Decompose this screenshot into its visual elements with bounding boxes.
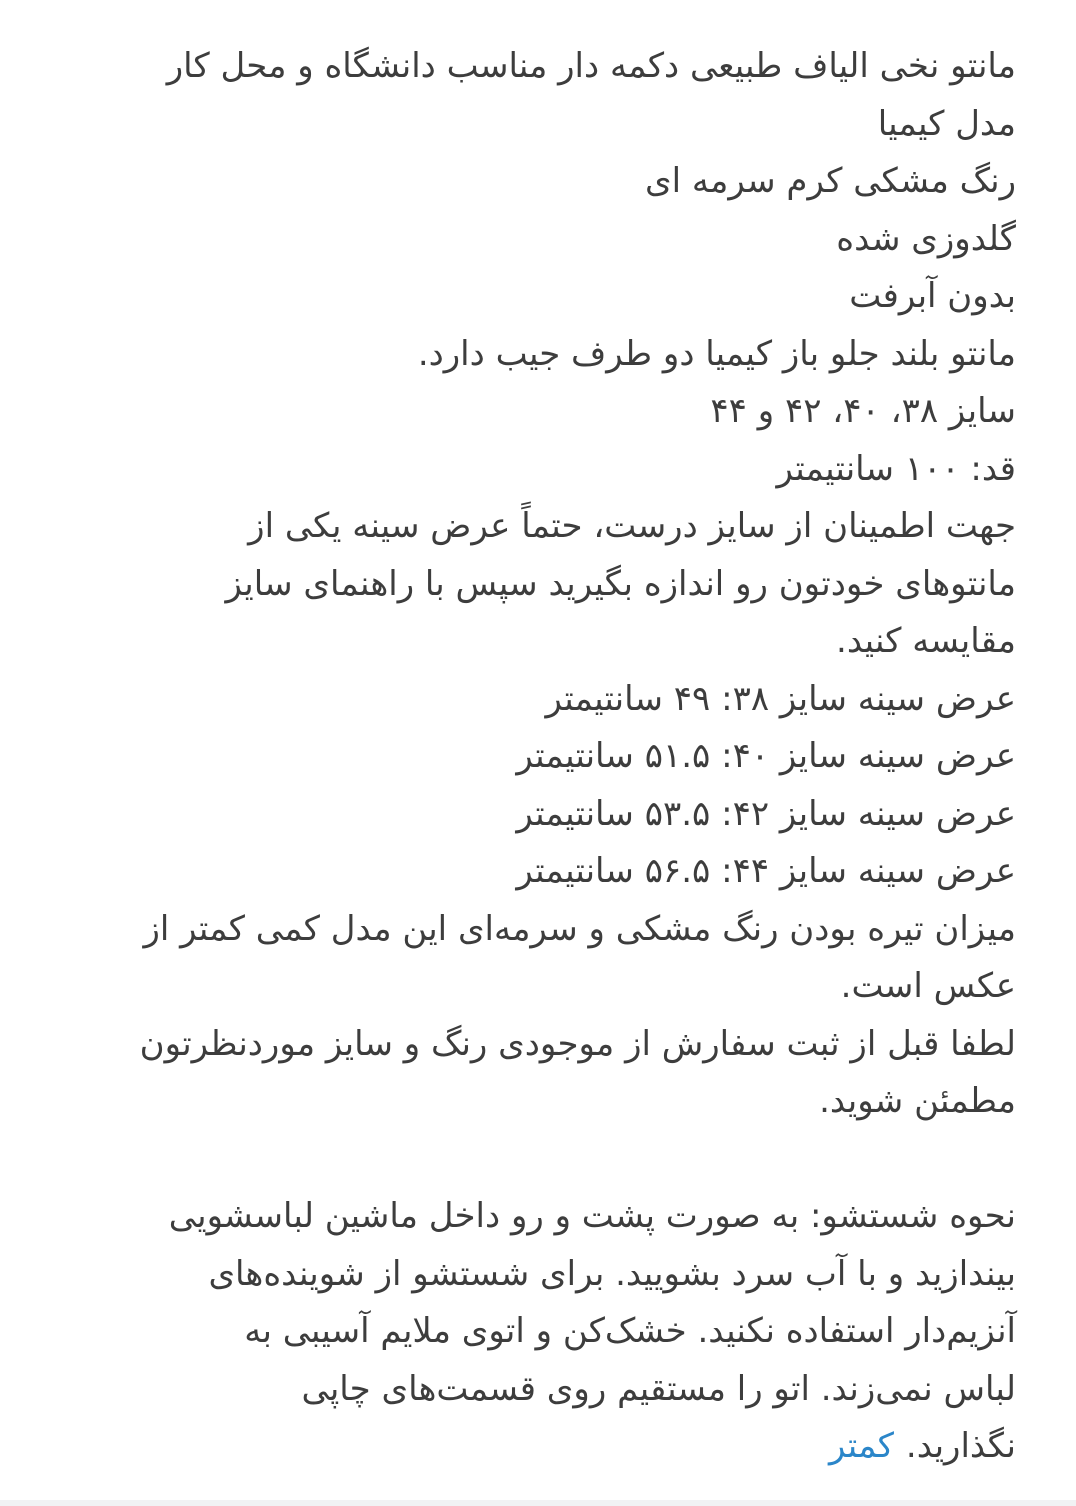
- description-line: میزان تیره بودن رنگ مشکی و سرمه‌ای این مدل کمی کمتر از: [143, 908, 1016, 949]
- description-line: گلدوزی شده: [836, 218, 1016, 259]
- description-line: بدون آبرفت: [849, 276, 1016, 316]
- description-line: جهت اطمینان از سایز درست، حتماً عرض سینه یکی از: [248, 506, 1016, 546]
- description-line: عکس است.: [840, 966, 1016, 1006]
- product-description: [46, 38, 1016, 1476]
- description-line: نحوه شستشو: به صورت پشت و رو داخل ماشین لباسشویی: [168, 1196, 1016, 1236]
- description-line: عرض سینه سایز ۴۰: ۵۱.۵ سانتیمتر: [516, 736, 1016, 776]
- description-line: مانتو بلند جلو باز کیمیا دو طرف جیب دارد.: [417, 333, 1016, 374]
- description-line: لباس نمی‌زند. اتو را مستقیم روی قسمت‌های چاپی: [301, 1368, 1016, 1409]
- description-line: رنگ مشکی کرم سرمه ای: [645, 161, 1016, 201]
- description-line: عرض سینه سایز ۳۸: ۴۹ سانتیمتر: [545, 678, 1016, 719]
- description-line: مطمئن شوید.: [819, 1081, 1016, 1121]
- description-line: بیندازید و با آب سرد بشویید. برای شستشو از شوینده‌های: [208, 1253, 1016, 1294]
- description-line: مدل کیمیا: [877, 103, 1016, 144]
- description-last-text: نگذارید.: [905, 1426, 1016, 1466]
- description-line: مانتوهای خودتون رو اندازه بگیرید سپس با راهنمای سایز: [225, 563, 1016, 604]
- description-line: مقایسه کنید.: [836, 621, 1016, 661]
- description-line: لطفا قبل از ثبت سفارش از موجودی رنگ و سایز موردنظرتون: [139, 1023, 1016, 1064]
- description-line: عرض سینه سایز ۴۴: ۵۶.۵ سانتیمتر: [516, 851, 1016, 891]
- show-less-link[interactable]: کمتر: [829, 1426, 894, 1466]
- description-line: قد: ۱۰۰ سانتیمتر: [776, 448, 1016, 489]
- description-line: آنزیم‌دار استفاده نکنید. خشک‌کن و اتوی ملایم آسیبی به: [244, 1311, 1016, 1351]
- description-line: مانتو نخی الیاف طبیعی دکمه دار مناسب دانشگاه و محل کار: [166, 46, 1016, 86]
- description-line: سایز ۳۸، ۴۰، ۴۲ و ۴۴: [710, 391, 1016, 431]
- paragraph-spacer: [46, 1131, 1016, 1189]
- description-last-line: [46, 1418, 1016, 1476]
- description-line: عرض سینه سایز ۴۲: ۵۳.۵ سانتیمتر: [516, 793, 1016, 834]
- bottom-divider: [0, 1500, 1076, 1506]
